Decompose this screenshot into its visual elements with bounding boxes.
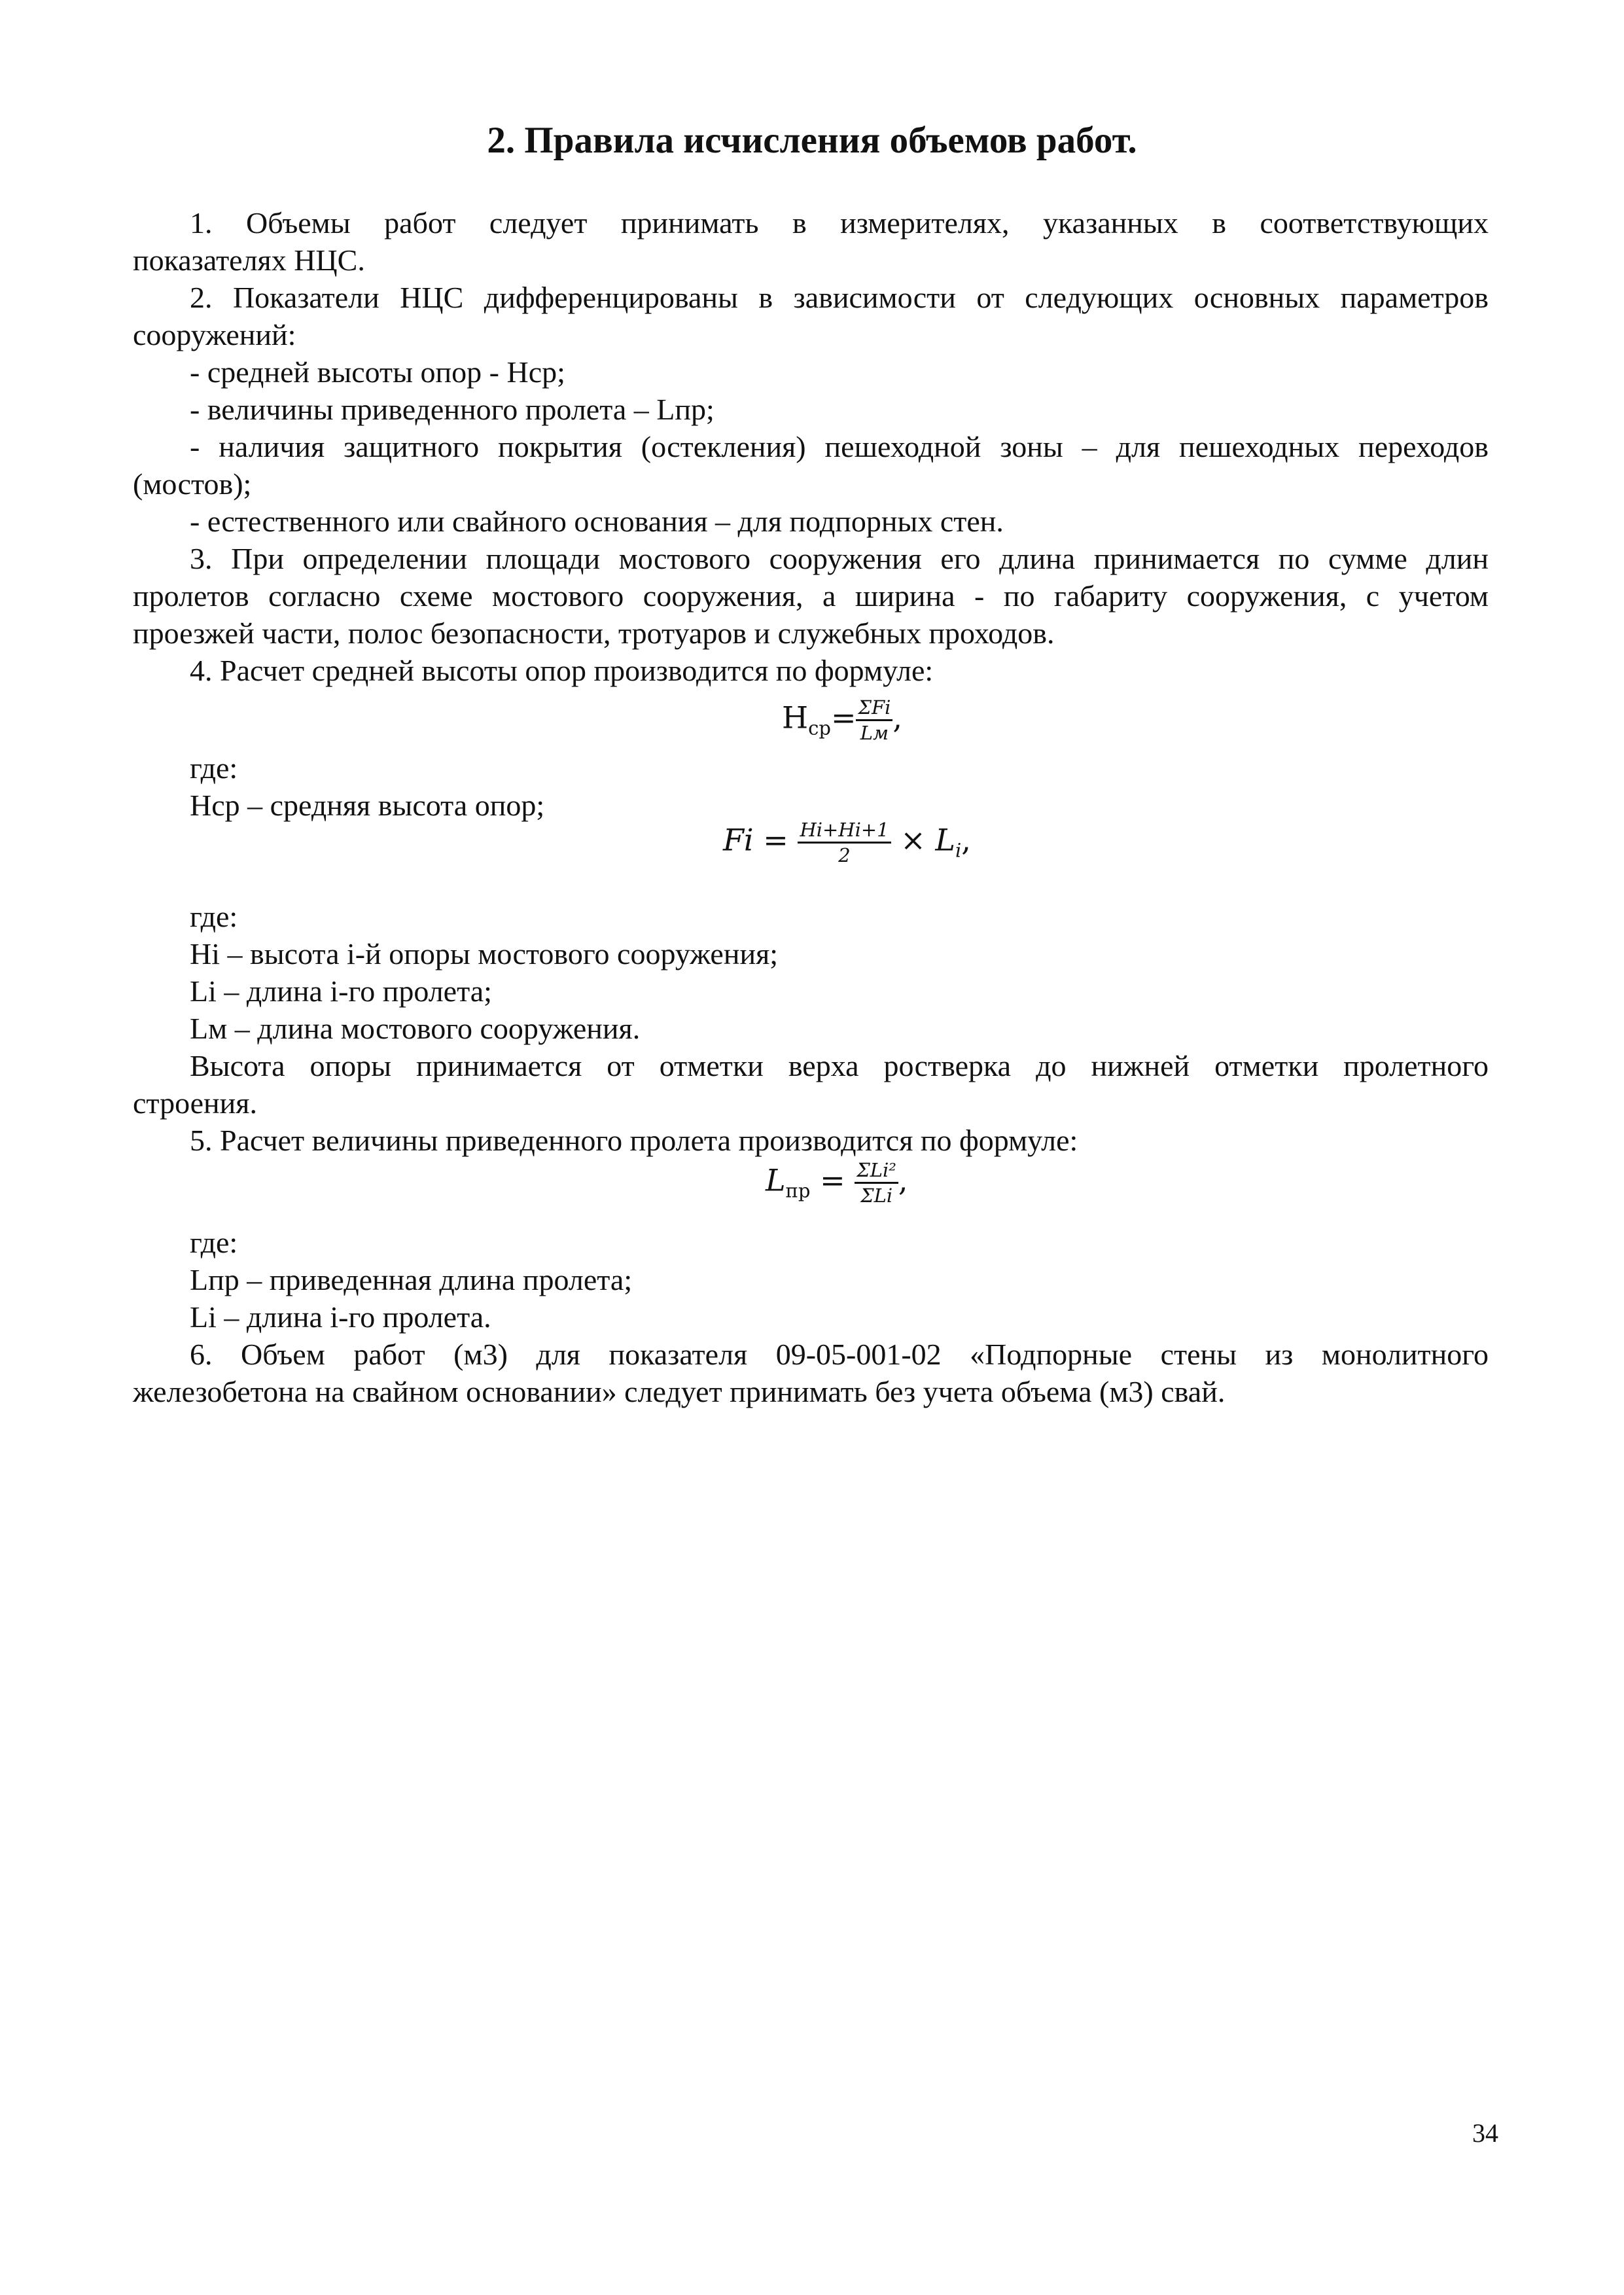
where-label-3: где: <box>190 1226 238 1259</box>
paragraph-4: 4. Расчет средней высоты опор производится по формуле: <box>190 654 934 687</box>
note-line-2: строения. <box>133 1086 257 1120</box>
parameter-item-3-line-1: - наличия защитного покрытия (остекления) пешеходной зоны – для пешеходных переходов <box>190 430 1489 463</box>
paragraph-6-line-2: железобетона на свайном основании» следует принимать без учета объема (м3) свай. <box>133 1375 1226 1408</box>
paragraph-3-line-2: пролетов согласно схеме мостового сооружения, а ширина - по габариту сооружения, с учетом <box>133 579 1489 613</box>
parameter-item-1: - средней высоты опор - Нср; <box>190 355 565 389</box>
note-line-1: Высота опоры принимается от отметки верха ростверка до нижней отметки пролетного <box>190 1049 1489 1082</box>
definition-hi: Нi – высота i-й опоры мостового сооружения; <box>190 937 779 970</box>
definition-lpr: Lпр – приведенная длина пролета; <box>190 1263 633 1296</box>
where-label-2: где: <box>190 900 238 933</box>
parameter-item-4: - естественного или свайного основания – для подпорных стен. <box>190 505 1004 538</box>
paragraph-3-line-3: проезжей части, полос безопасности, тротуаров и служебных проходов. <box>133 616 1055 650</box>
formula-reduced-span: $L_{пр}$ = $\frac{\text{ΣLi²}}{\text{ΣLi}}$ , <box>766 1159 908 1207</box>
parameter-item-3-line-2: (мостов); <box>133 467 252 501</box>
paragraph-2-line-2: сооружений: <box>133 318 296 351</box>
definition-hcp: Нср – средняя высота опор; <box>190 789 545 822</box>
paragraph-1-line-1: 1. Объемы работ следует принимать в измерителях, указанных в соответствующих <box>190 206 1489 240</box>
paragraph-6-line-1: 6. Объем работ (м3) для показателя 09-05-001-02 «Подпорные стены из монолитного <box>190 1338 1489 1371</box>
where-label-1: где: <box>190 751 238 785</box>
parameter-item-2: - величины приведенного пролета – Lпр; <box>190 393 715 426</box>
section-title: 2. Правила исчисления объемов работ. <box>487 120 1137 161</box>
paragraph-2-line-1: 2. Показатели НЦС дифференцированы в зависимости от следующих основных параметров <box>190 281 1489 314</box>
definition-li-2: Li – длина i-го пролета. <box>190 1300 491 1334</box>
paragraph-1-line-2: показателях НЦС. <box>133 243 365 277</box>
formula-fi: Fi = $\frac{Hi+Hi+1}{2}$ × $L_i$, <box>723 819 971 866</box>
definition-li: Li – длина i-го пролета; <box>190 974 492 1008</box>
formula-average-height: $Н_{ср}=$ $\frac{\text{ΣFi}}{Lм}$ , <box>782 696 903 744</box>
paragraph-5: 5. Расчет величины приведенного пролета производится по формуле: <box>190 1124 1078 1157</box>
paragraph-3-line-1: 3. При определении площади мостового сооружения его длина принимается по сумме длин <box>190 542 1489 575</box>
definition-lm: Lм – длина мостового сооружения. <box>190 1012 641 1045</box>
page-number: 34 <box>1472 2118 1498 2148</box>
